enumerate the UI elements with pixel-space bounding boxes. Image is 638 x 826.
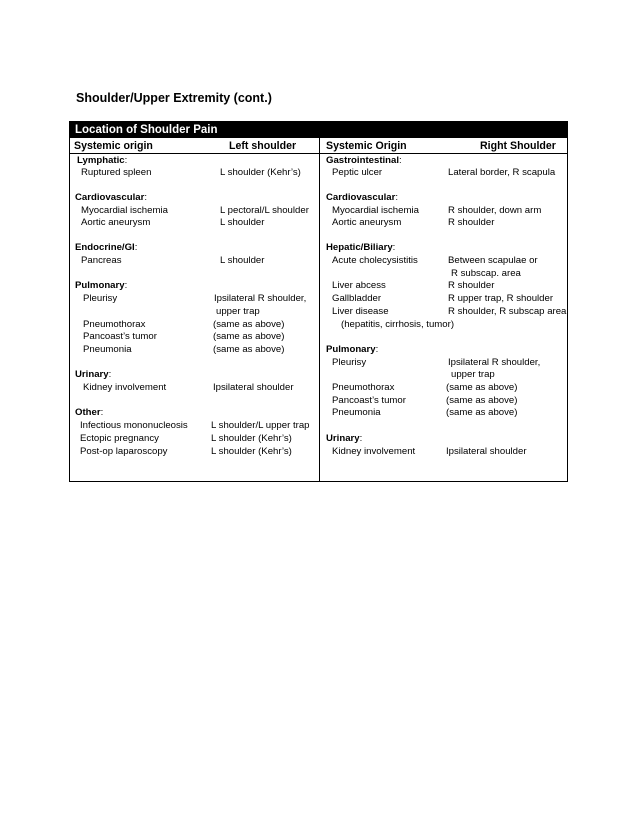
category-label: Cardiovascular: <box>326 192 398 203</box>
table-title: Location of Shoulder Pain <box>70 122 567 138</box>
condition: Myocardial ischemia <box>81 205 168 216</box>
pain-location: L pectoral/L shoulder <box>220 205 309 216</box>
pain-location: R shoulder, down arm <box>448 205 542 216</box>
pain-location: (same as above) <box>446 382 518 393</box>
condition: Ectopic pregnancy <box>80 433 159 444</box>
condition: Infectious mononucleosis <box>80 420 188 431</box>
condition: Post-op laparoscopy <box>80 446 168 457</box>
pain-location: L shoulder (Kehr’s) <box>211 446 292 457</box>
col-header-systemic-origin-left: Systemic origin <box>74 140 153 152</box>
pain-location: (same as above) <box>213 331 285 342</box>
condition: Pneumonia <box>332 407 381 418</box>
pain-location: Lateral border, R scapula <box>448 167 556 178</box>
pain-location: Ipsilateral shoulder <box>213 382 294 393</box>
category-label: Urinary: <box>75 369 112 380</box>
pain-location: L shoulder <box>220 217 265 228</box>
pain-location: L shoulder (Kehr’s) <box>220 167 301 178</box>
category-label: Urinary: <box>326 433 363 444</box>
condition: Pleurisy <box>332 357 367 368</box>
pain-location: L shoulder <box>220 255 265 266</box>
pain-location: Ipsilateral shoulder <box>446 446 527 457</box>
condition: Pneumothorax <box>83 319 146 330</box>
pain-location: R shoulder <box>448 217 495 228</box>
condition: Pancreas <box>81 255 122 266</box>
pain-location: upper trap <box>216 306 260 317</box>
header-underline <box>70 153 567 154</box>
pain-location: upper trap <box>451 369 495 380</box>
col-header-right-shoulder: Right Shoulder <box>480 140 556 152</box>
category-label: Cardiovascular: <box>75 192 147 203</box>
pain-location: Between scapulae or <box>448 255 538 266</box>
category-label: Gastrointestinal: <box>326 155 402 166</box>
condition: Peptic ulcer <box>332 167 383 178</box>
condition: Aortic aneurysm <box>332 217 402 228</box>
condition: Gallbladder <box>332 293 382 304</box>
condition: Acute cholecysistitis <box>332 255 418 266</box>
column-divider <box>319 138 320 482</box>
col-header-systemic-origin-right: Systemic Origin <box>326 140 407 152</box>
condition-note: (hepatitis, cirrhosis, tumor) <box>341 319 455 330</box>
category-label: Pulmonary: <box>326 344 379 355</box>
pain-location: (same as above) <box>446 395 518 406</box>
pain-location: L shoulder (Kehr’s) <box>211 433 292 444</box>
category-label: Hepatic/Biliary: <box>326 242 396 253</box>
pain-location: (same as above) <box>213 344 285 355</box>
col-header-left-shoulder: Left shoulder <box>229 140 297 152</box>
pain-location: (same as above) <box>213 319 285 330</box>
condition: Kidney involvement <box>332 446 416 457</box>
condition: Ruptured spleen <box>81 167 152 178</box>
condition: Pancoast’s tumor <box>332 395 406 406</box>
condition: Pneumonia <box>83 344 132 355</box>
condition: Pleurisy <box>83 293 118 304</box>
pain-location: Ipsilateral R shoulder, <box>214 293 307 304</box>
condition: Pancoast’s tumor <box>83 331 157 342</box>
pain-location: R subscap. area <box>451 268 521 279</box>
condition: Aortic aneurysm <box>81 217 151 228</box>
pain-location: R upper trap, R shoulder <box>448 293 554 304</box>
pain-location: (same as above) <box>446 407 518 418</box>
category-label: Other: <box>75 407 104 418</box>
condition: Pneumothorax <box>332 382 395 393</box>
category-label: Endocrine/GI: <box>75 242 138 253</box>
condition: Myocardial ischemia <box>332 205 419 216</box>
condition: Kidney involvement <box>83 382 167 393</box>
pain-location: L shoulder/L upper trap <box>211 420 310 431</box>
pain-location: R shoulder, R subscap area <box>448 306 567 317</box>
category-label: Pulmonary: <box>75 280 128 291</box>
page-title: Shoulder/Upper Extremity (cont.) <box>76 91 272 105</box>
category-label: Lymphatic: <box>77 155 128 166</box>
condition: Liver disease <box>332 306 389 317</box>
pain-location: Ipsilateral R shoulder, <box>448 357 541 368</box>
condition: Liver abcess <box>332 280 386 291</box>
pain-location: R shoulder <box>448 280 495 291</box>
shoulder-pain-table <box>69 121 568 482</box>
